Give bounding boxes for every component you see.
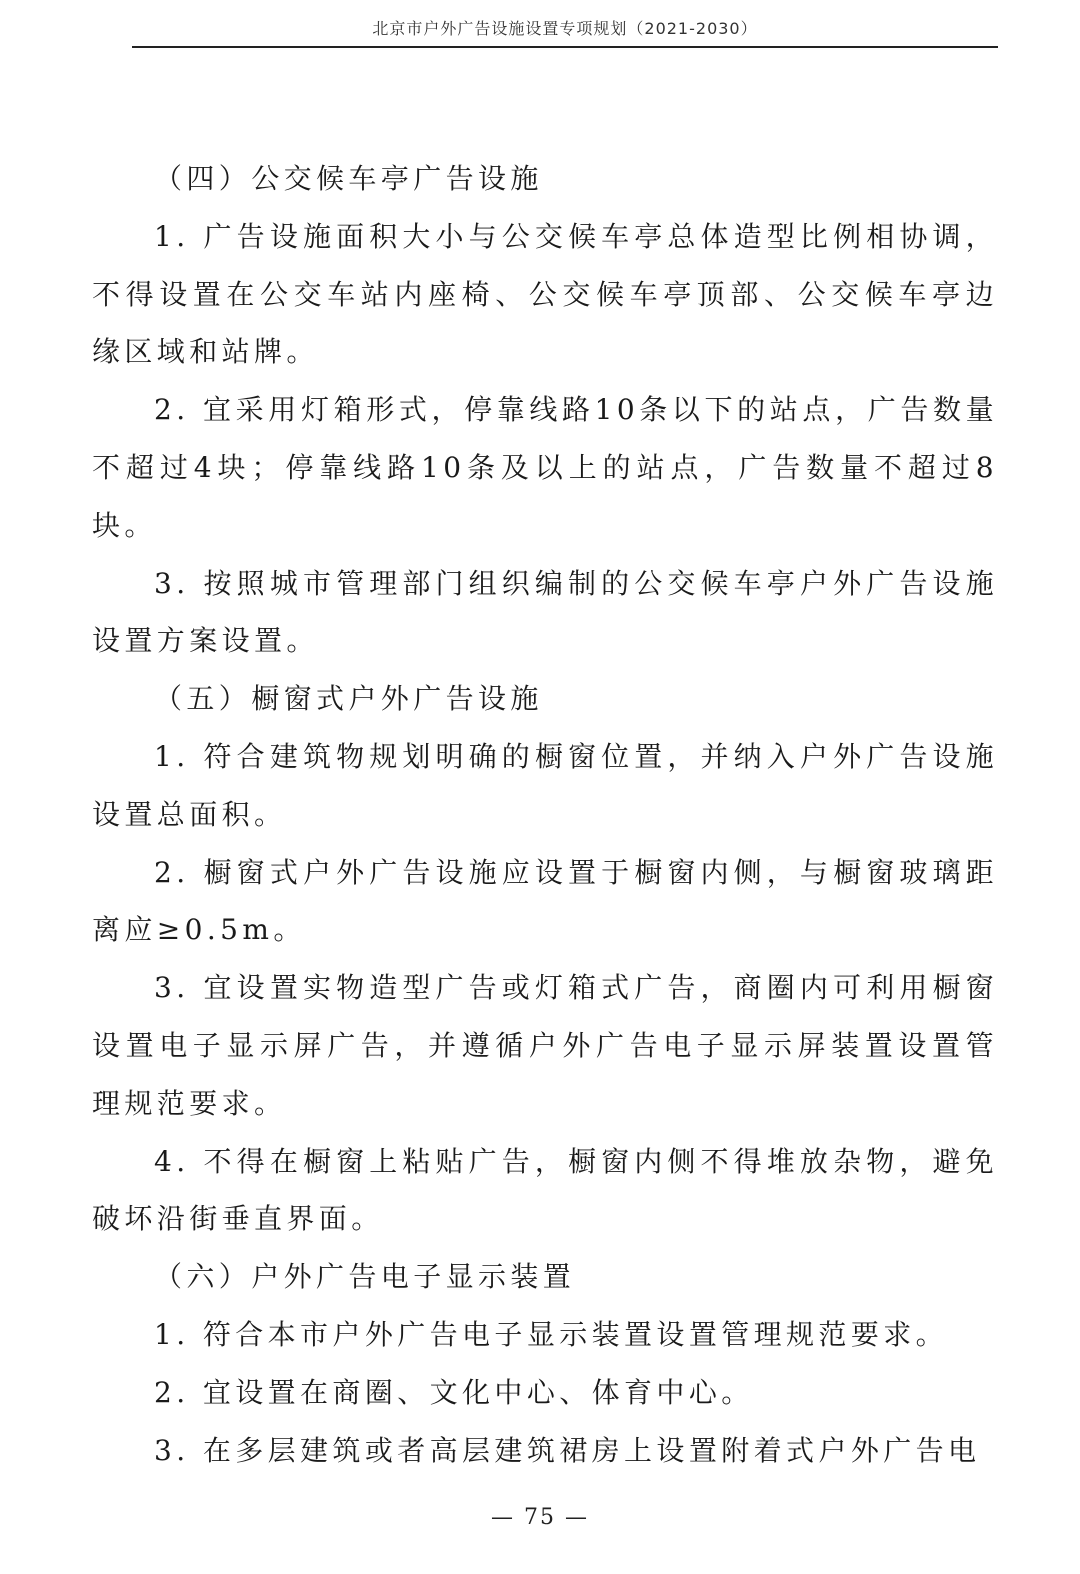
paragraph-6-2: 2. 宜设置在商圈、文化中心、体育中心。: [154, 1375, 754, 1409]
paragraph-5-2: 2. 橱窗式户外广告设施应设置于橱窗内侧，与橱窗玻璃距离应≥0.5m。: [92, 855, 998, 947]
paragraph-4-1: 1. 广告设施面积大小与公交候车亭总体造型比例相协调，不得设置在公交车站内座椅、公交候车亭顶部、公交候车亭边缘区域和站牌。: [92, 219, 998, 369]
running-header: 北京市户外广告设施设置专项规划（2021-2030）: [372, 19, 758, 38]
paragraph-4-2: 2. 宜采用灯箱形式，停靠线路10条以下的站点，广告数量不超过4块；停靠线路10条及以上的站点，广告数量不超过8块。: [92, 393, 998, 542]
header-rule: [132, 46, 998, 48]
paragraph-6-3: 3. 在多层建筑或者高层建筑裙房上设置附着式户外广告电: [154, 1433, 981, 1467]
paragraph-5-3: 3. 宜设置实物造型广告或灯箱式广告，商圈内可利用橱窗设置电子显示屏广告，并遵循户外广告电子显示屏装置设置管理规范要求。: [92, 971, 998, 1120]
section-heading-6: （六）户外广告电子显示装置: [154, 1260, 576, 1294]
paragraph-4-3: 3. 按照城市管理部门组织编制的公交候车亭户外广告设施设置方案设置。: [92, 566, 998, 658]
section-heading-5: （五）橱窗式户外广告设施: [154, 682, 543, 716]
paragraph-6-1: 1. 符合本市户外广告电子显示装置设置管理规范要求。: [154, 1317, 949, 1351]
section-heading-4: （四）公交候车亭广告设施: [154, 162, 543, 195]
document-body: [92, 150, 998, 1479]
paragraph-5-4: 4. 不得在橱窗上粘贴广告，橱窗内侧不得堆放杂物，避免破坏沿街垂直界面。: [92, 1144, 998, 1236]
page-number: — 75 —: [491, 1505, 589, 1530]
paragraph-5-1: 1. 符合建筑物规划明确的橱窗位置，并纳入户外广告设施设置总面积。: [92, 739, 998, 831]
